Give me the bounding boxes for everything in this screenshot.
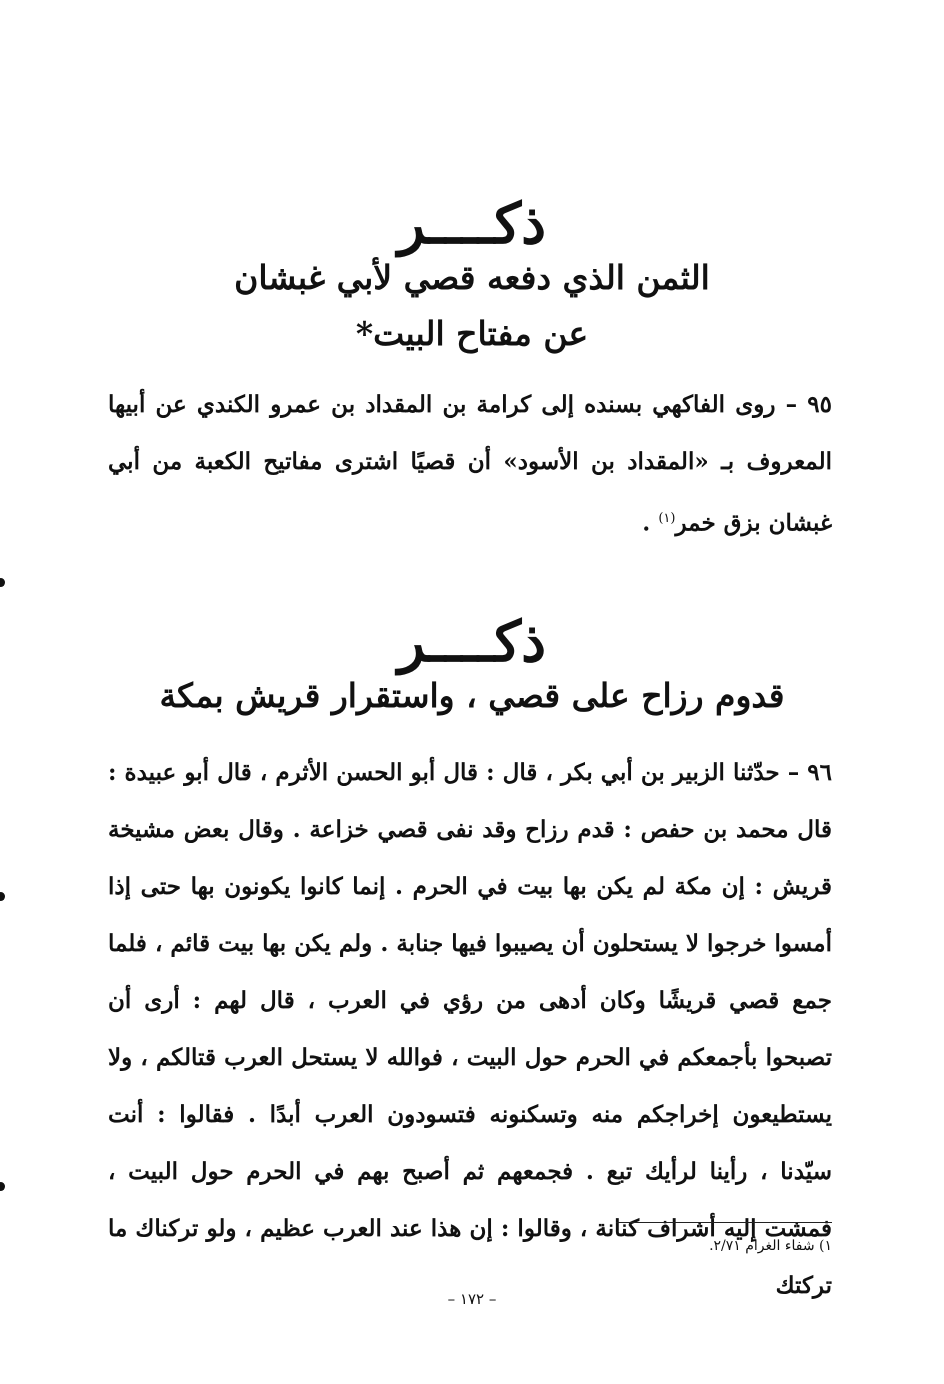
section-ornament-heading: ذكــــر: [397, 609, 547, 675]
section-title-line: عن مفتاح البيت*: [355, 314, 589, 354]
paragraph-96: [108, 744, 832, 1314]
paragraph-text: ٩٥ – روى الفاكهي بسنده إلى كرامة بن المقداد بن عمرو الكندي عن أبيها المعروف بـ «المقداد بن الأسود» أن قصيًا اشترى مفاتيح الكعبة من أبي غبشان بزق خمر: [108, 391, 832, 537]
page-number: – ١٧٢ –: [447, 1290, 497, 1308]
paragraph-text: ٩٦ – حدّثنا الزبير بن أبي بكر ، قال : قال أبو الحسن الأثرم ، قال أبو عبيدة : قال محمد بن حفص : قدم رزاح وقد نفى قصي خزاعة . وقال بعض مشيخة قريش : إن مكة لم يكن بها بيت في الحرم . إنما كانوا يكونون بها حتى إذا أمسوا خرجوا لا يستحلون أن يصيبوا فيها جنابة . ولم يكن بها بيت قائم ، فلما جمع قصي قريشًا وكان أدهى من رؤي في العرب ، قال لهم : أرى أن تصبحوا بأجمعكم في الحرم حول البيت ، فوالله لا يستحل العرب قتالكم ، ولا يستطيعون إخراجكم منه وتسكنونه فتسودون العرب أبدًا . فقالوا : أنت سيّدنا ، رأينا لرأيك تبع . فجمعهم ثم أصبح بهم في الحرم حول البيت ، فمشت إليه أشراف كنانة ، وقالوا : إن هذا عند العرب عظيم ، ولو تركناك ما تركتك: [108, 759, 832, 1299]
footnote: ١) شفاء الغرام ٢/٧١.: [709, 1238, 832, 1254]
paragraph-end: .: [642, 509, 659, 537]
paragraph-95: [108, 376, 832, 552]
footnote-divider: [616, 1222, 832, 1223]
footnote-reference[interactable]: (١): [658, 511, 676, 526]
section-ornament-heading: ذكــــر: [397, 191, 547, 257]
section-title-line: قدوم رزاح على قصي ، واستقرار قريش بمكة: [159, 676, 785, 715]
scan-mark: [0, 892, 5, 901]
scan-mark: [0, 1182, 5, 1191]
section-title: [0, 668, 944, 724]
section-title: [0, 250, 944, 362]
section-title-line: الثمن الذي دفعه قصي لأبي غبشان: [234, 258, 710, 297]
scan-mark: [0, 578, 5, 587]
